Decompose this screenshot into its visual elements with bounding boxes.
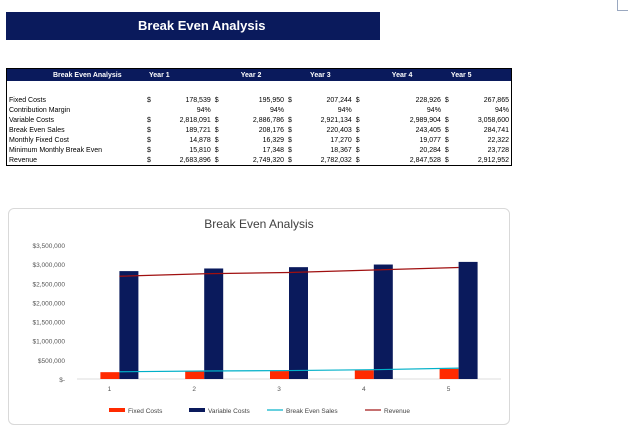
currency-symbol: $ xyxy=(444,146,449,154)
x-tick-label: 1 xyxy=(107,386,112,393)
cell-value: 2,683,896 xyxy=(179,156,211,164)
currency-symbol xyxy=(213,105,225,115)
row-label: Fixed Costs xyxy=(9,96,46,104)
y-tick-label: $2,500,000 xyxy=(32,281,65,289)
cell-value: 178,539 xyxy=(185,96,211,104)
currency-symbol: $ xyxy=(355,96,360,104)
table-row xyxy=(7,105,512,115)
header-cell: Year 4 xyxy=(354,69,443,82)
currency-symbol: $ xyxy=(147,116,151,124)
currency-symbol: $ xyxy=(214,146,219,154)
currency-symbol: $ xyxy=(355,156,360,164)
cell-value: 2,818,091 xyxy=(179,116,211,124)
currency-symbol: $ xyxy=(355,116,360,124)
break-even-chart xyxy=(9,209,509,424)
currency-symbol: $ xyxy=(355,126,360,134)
cell-value: 94% xyxy=(196,106,211,114)
bar-variable-costs xyxy=(374,265,393,379)
legend-swatch xyxy=(189,408,205,412)
table-row xyxy=(7,135,512,145)
currency-symbol: $ xyxy=(355,146,360,154)
cell-value: 2,782,032 xyxy=(320,156,352,164)
currency-symbol: $ xyxy=(214,136,219,144)
x-tick-label: 4 xyxy=(361,386,366,393)
sheet-corner-mark xyxy=(617,0,628,11)
currency-symbol: $ xyxy=(288,96,292,104)
currency-symbol: $ xyxy=(444,136,449,144)
cell-value: 243,405 xyxy=(415,126,441,134)
legend-entry: Revenue xyxy=(384,408,411,415)
header-cell: Year 2 xyxy=(213,69,286,82)
row-label: Revenue xyxy=(9,156,38,164)
cell-value: 16,329 xyxy=(262,136,285,144)
cell-value: 20,284 xyxy=(419,146,441,154)
table-row xyxy=(7,115,512,125)
cell-value: 208,176 xyxy=(258,126,285,134)
header-cell: Break Even Analysis xyxy=(7,69,146,82)
cell-value: 228,926 xyxy=(415,96,441,104)
row-label: Contribution Margin xyxy=(9,106,71,114)
cell-value: 94% xyxy=(494,106,509,114)
currency-symbol: $ xyxy=(214,126,219,134)
currency-symbol xyxy=(286,105,298,115)
cell-value: 2,912,952 xyxy=(477,156,509,164)
banner-title: Break Even Analysis xyxy=(6,12,380,40)
currency-symbol: $ xyxy=(214,116,219,124)
spacer-row xyxy=(7,81,512,95)
y-tick-label: $1,000,000 xyxy=(32,338,65,346)
table-row xyxy=(7,155,512,166)
cell-value: 22,322 xyxy=(487,136,509,144)
currency-symbol: $ xyxy=(288,146,292,154)
currency-symbol: $ xyxy=(444,116,449,124)
currency-symbol: $ xyxy=(288,136,292,144)
header-cell: Year 5 xyxy=(443,69,512,82)
bar-fixed-costs xyxy=(185,371,204,379)
cell-value: 2,989,904 xyxy=(409,116,441,124)
header-cell: Year 3 xyxy=(286,69,354,82)
currency-symbol xyxy=(354,105,366,115)
bar-variable-costs xyxy=(289,267,308,379)
cell-value: 267,865 xyxy=(483,96,509,104)
cell-value: 207,244 xyxy=(326,96,352,104)
y-tick-label: $500,000 xyxy=(37,357,65,365)
cell-value: 94% xyxy=(337,106,352,114)
bar-variable-costs xyxy=(204,268,223,379)
cell-value: 18,367 xyxy=(330,146,352,154)
currency-symbol: $ xyxy=(288,116,292,124)
cell-value: 284,741 xyxy=(483,126,509,134)
bar-fixed-costs xyxy=(440,369,459,379)
cell-value: 2,886,786 xyxy=(252,116,285,124)
bar-fixed-costs xyxy=(270,371,289,379)
cell-value: 3,058,600 xyxy=(477,116,509,124)
currency-symbol: $ xyxy=(147,136,151,144)
currency-symbol: $ xyxy=(355,136,360,144)
y-tick-label: $- xyxy=(59,377,65,384)
cell-value: 14,878 xyxy=(189,136,211,144)
bar-variable-costs xyxy=(119,271,138,379)
currency-symbol: $ xyxy=(444,126,449,134)
currency-symbol: $ xyxy=(147,126,151,134)
legend-swatch xyxy=(109,408,125,412)
cell-value: 15,810 xyxy=(189,146,211,154)
row-label: Minimum Monthly Break Even xyxy=(9,146,102,154)
table-row xyxy=(7,145,512,155)
table-row xyxy=(7,95,512,105)
cell-value: 17,270 xyxy=(330,136,352,144)
currency-symbol xyxy=(145,105,157,115)
cell-value: 19,077 xyxy=(419,136,441,144)
legend-entry: Variable Costs xyxy=(208,408,250,415)
currency-symbol: $ xyxy=(288,126,292,134)
row-label: Monthly Fixed Cost xyxy=(9,136,69,144)
currency-symbol: $ xyxy=(214,96,219,104)
break-even-table xyxy=(6,68,512,166)
legend-entry: Break Even Sales xyxy=(286,408,338,415)
cell-value: 2,921,134 xyxy=(320,116,352,124)
currency-symbol xyxy=(443,105,455,115)
currency-symbol: $ xyxy=(444,156,449,164)
cell-value: 94% xyxy=(270,106,285,114)
legend-entry: Fixed Costs xyxy=(128,408,163,415)
y-tick-label: $3,000,000 xyxy=(32,262,65,270)
row-label: Variable Costs xyxy=(9,116,55,124)
header-cell: Year 1 xyxy=(145,69,213,82)
bar-variable-costs xyxy=(459,262,478,379)
y-tick-label: $1,500,000 xyxy=(32,319,65,327)
cell-value: 220,403 xyxy=(326,126,352,134)
cell-value: 195,950 xyxy=(258,96,285,104)
currency-symbol: $ xyxy=(147,146,151,154)
x-tick-label: 2 xyxy=(192,386,197,393)
currency-symbol: $ xyxy=(288,156,292,164)
cell-value: 2,847,528 xyxy=(409,156,441,164)
table-row xyxy=(7,125,512,135)
cell-value: 189,721 xyxy=(185,126,211,134)
y-tick-label: $2,000,000 xyxy=(32,300,65,308)
currency-symbol: $ xyxy=(147,156,151,164)
bar-fixed-costs xyxy=(100,372,119,379)
bar-fixed-costs xyxy=(355,370,374,379)
y-tick-label: $3,500,000 xyxy=(32,243,65,250)
x-tick-label: 5 xyxy=(446,386,451,393)
table-header-row xyxy=(7,69,512,82)
currency-symbol: $ xyxy=(147,96,151,104)
chart-card xyxy=(8,208,510,425)
cell-value: 23,728 xyxy=(487,146,509,154)
currency-symbol: $ xyxy=(214,156,219,164)
row-label: Break Even Sales xyxy=(9,126,65,134)
x-tick-label: 3 xyxy=(277,386,281,393)
chart-title: Break Even Analysis xyxy=(204,217,314,231)
cell-value: 94% xyxy=(426,106,441,114)
cell-value: 17,348 xyxy=(262,146,285,154)
currency-symbol: $ xyxy=(444,96,449,104)
cell-value: 2,749,320 xyxy=(252,156,285,164)
